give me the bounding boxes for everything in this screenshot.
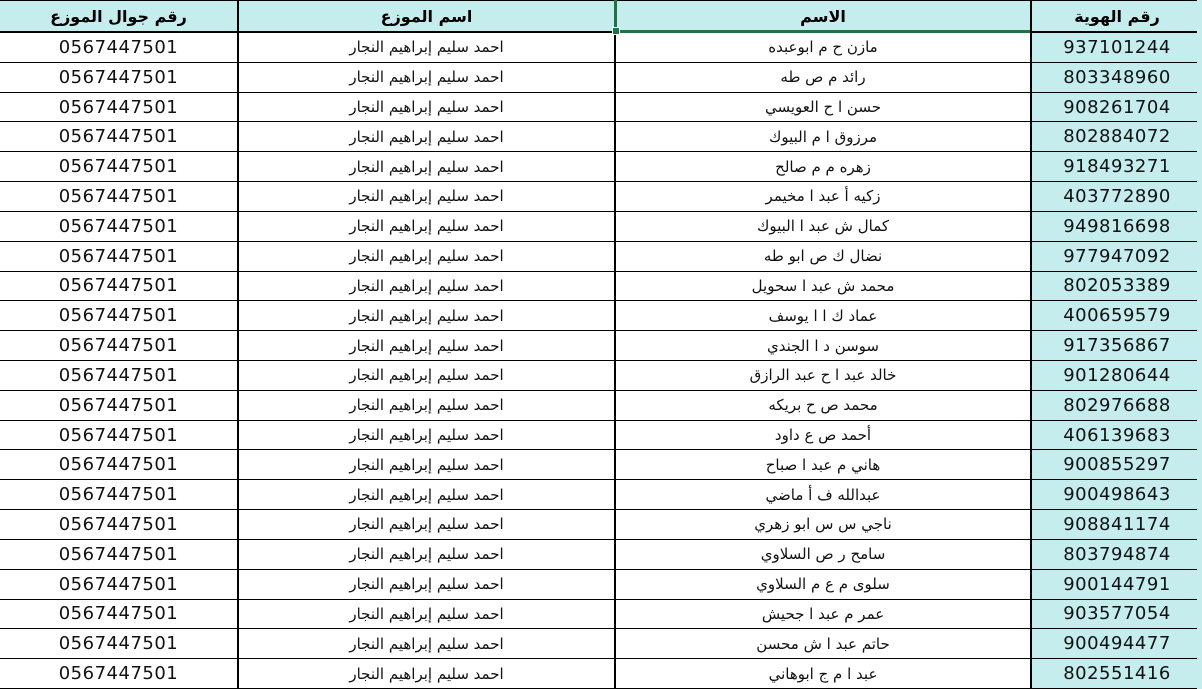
name-cell[interactable]: محمد ص ح بريكه: [614, 391, 1030, 421]
distributor-phone-cell[interactable]: 0567447501: [0, 540, 237, 570]
distributor-phone-cell[interactable]: 0567447501: [0, 33, 237, 63]
distributor-name-cell[interactable]: احمد سليم إبراهيم النجار: [237, 540, 614, 570]
name-cell[interactable]: سوسن د ا الجندي: [614, 331, 1030, 361]
distributor-name-cell[interactable]: احمد سليم إبراهيم النجار: [237, 391, 614, 421]
name-cell[interactable]: عمر م عبد ا جحيش: [614, 600, 1030, 630]
id-column-header[interactable]: رقم الهوية: [1030, 1, 1202, 33]
name-cell[interactable]: حاتم عبد ا ش محسن: [614, 629, 1030, 659]
distributor-phone-cell[interactable]: 0567447501: [0, 361, 237, 391]
id-cell[interactable]: 937101244: [1030, 33, 1202, 63]
id-cell[interactable]: 903577054: [1030, 600, 1202, 630]
distributor-name-cell[interactable]: احمد سليم إبراهيم النجار: [237, 600, 614, 630]
distributor-phone-cell[interactable]: 0567447501: [0, 510, 237, 540]
distributor-phone-cell[interactable]: 0567447501: [0, 450, 237, 480]
name-cell[interactable]: نضال ك ص ابو طه: [614, 242, 1030, 272]
distributor-phone-cell[interactable]: 0567447501: [0, 272, 237, 302]
name-cell[interactable]: عماد ك ا ا يوسف: [614, 301, 1030, 331]
id-cell[interactable]: 403772890: [1030, 182, 1202, 212]
distributor-name-cell[interactable]: احمد سليم إبراهيم النجار: [237, 480, 614, 510]
name-cell[interactable]: خالد عبد ا ح عبد الرازق: [614, 361, 1030, 391]
distributor-name-cell[interactable]: احمد سليم إبراهيم النجار: [237, 570, 614, 600]
distributor-phone-cell[interactable]: 0567447501: [0, 391, 237, 421]
id-cell[interactable]: 918493271: [1030, 152, 1202, 182]
distributor-phone-cell[interactable]: 0567447501: [0, 421, 237, 451]
name-cell[interactable]: عبدالله ف أ ماضي: [614, 480, 1030, 510]
id-cell[interactable]: 802976688: [1030, 391, 1202, 421]
id-cell[interactable]: 803348960: [1030, 63, 1202, 93]
id-cell[interactable]: 803794874: [1030, 540, 1202, 570]
distributor-name-cell[interactable]: احمد سليم إبراهيم النجار: [237, 63, 614, 93]
name-cell[interactable]: زهره م م صالح: [614, 152, 1030, 182]
id-cell[interactable]: 977947092: [1030, 242, 1202, 272]
distributor-name-cell[interactable]: احمد سليم إبراهيم النجار: [237, 421, 614, 451]
distributor-name-cell[interactable]: احمد سليم إبراهيم النجار: [237, 301, 614, 331]
id-cell[interactable]: 900494477: [1030, 629, 1202, 659]
name-cell[interactable]: سلوى م ع م السلاوي: [614, 570, 1030, 600]
name-cell[interactable]: هاني م عبد ا صباح: [614, 450, 1030, 480]
id-cell[interactable]: 802053389: [1030, 272, 1202, 302]
distributor-phone-column-header[interactable]: رقم جوال الموزع: [0, 1, 237, 33]
distributor-phone-cell[interactable]: 0567447501: [0, 659, 237, 689]
id-cell[interactable]: 908841174: [1030, 510, 1202, 540]
name-cell[interactable]: زكيه أ عبد ا مخيمر: [614, 182, 1030, 212]
id-cell[interactable]: 802884072: [1030, 122, 1202, 152]
distributor-phone-cell[interactable]: 0567447501: [0, 629, 237, 659]
distributor-name-cell[interactable]: احمد سليم إبراهيم النجار: [237, 659, 614, 689]
distributor-name-cell[interactable]: احمد سليم إبراهيم النجار: [237, 272, 614, 302]
id-cell[interactable]: 901280644: [1030, 361, 1202, 391]
distributor-phone-cell[interactable]: 0567447501: [0, 600, 237, 630]
name-cell[interactable]: مرزوق ا م البيوك: [614, 122, 1030, 152]
distributor-name-cell[interactable]: احمد سليم إبراهيم النجار: [237, 93, 614, 123]
name-cell[interactable]: عبد ا م ج ابوهاني: [614, 659, 1030, 689]
distributor-name-cell[interactable]: احمد سليم إبراهيم النجار: [237, 182, 614, 212]
distributor-name-cell[interactable]: احمد سليم إبراهيم النجار: [237, 33, 614, 63]
name-cell[interactable]: كمال ش عبد ا البيوك: [614, 212, 1030, 242]
distributor-name-column-header[interactable]: اسم الموزع: [237, 1, 614, 33]
distributor-phone-cell[interactable]: 0567447501: [0, 212, 237, 242]
id-cell[interactable]: 802551416: [1030, 659, 1202, 689]
name-cell[interactable]: رائد م ص طه: [614, 63, 1030, 93]
distributor-phone-cell[interactable]: 0567447501: [0, 242, 237, 272]
distributor-phone-cell[interactable]: 0567447501: [0, 93, 237, 123]
id-cell[interactable]: 917356867: [1030, 331, 1202, 361]
id-cell[interactable]: 900144791: [1030, 570, 1202, 600]
distributor-name-cell[interactable]: احمد سليم إبراهيم النجار: [237, 212, 614, 242]
distributor-name-cell[interactable]: احمد سليم إبراهيم النجار: [237, 331, 614, 361]
distributor-name-cell[interactable]: احمد سليم إبراهيم النجار: [237, 450, 614, 480]
id-cell[interactable]: 900855297: [1030, 450, 1202, 480]
distributor-phone-cell[interactable]: 0567447501: [0, 301, 237, 331]
id-cell[interactable]: 949816698: [1030, 212, 1202, 242]
name-cell[interactable]: سامح ر ص السلاوي: [614, 540, 1030, 570]
name-cell[interactable]: مازن ح م ابوعبده: [614, 33, 1030, 63]
distributor-phone-cell[interactable]: 0567447501: [0, 63, 237, 93]
distributor-phone-cell[interactable]: 0567447501: [0, 182, 237, 212]
id-cell[interactable]: 406139683: [1030, 421, 1202, 451]
distributor-name-cell[interactable]: احمد سليم إبراهيم النجار: [237, 122, 614, 152]
distributor-phone-cell[interactable]: 0567447501: [0, 152, 237, 182]
distributor-phone-cell[interactable]: 0567447501: [0, 331, 237, 361]
id-cell[interactable]: 908261704: [1030, 93, 1202, 123]
distributor-name-cell[interactable]: احمد سليم إبراهيم النجار: [237, 242, 614, 272]
distributor-name-cell[interactable]: احمد سليم إبراهيم النجار: [237, 361, 614, 391]
name-cell[interactable]: ناجي س س ابو زهري: [614, 510, 1030, 540]
name-cell[interactable]: محمد ش عبد ا سحويل: [614, 272, 1030, 302]
distributor-phone-cell[interactable]: 0567447501: [0, 480, 237, 510]
id-cell[interactable]: 900498643: [1030, 480, 1202, 510]
distributor-name-cell[interactable]: احمد سليم إبراهيم النجار: [237, 510, 614, 540]
distributor-name-cell[interactable]: احمد سليم إبراهيم النجار: [237, 152, 614, 182]
right-edge-fill: [1197, 0, 1202, 689]
name-cell[interactable]: أحمد ص ع داود: [614, 421, 1030, 451]
id-cell[interactable]: 400659579: [1030, 301, 1202, 331]
distributor-name-cell[interactable]: احمد سليم إبراهيم النجار: [237, 629, 614, 659]
distributor-phone-cell[interactable]: 0567447501: [0, 570, 237, 600]
distributor-phone-cell[interactable]: 0567447501: [0, 122, 237, 152]
name-cell[interactable]: حسن ا ح العويسي: [614, 93, 1030, 123]
name-column-header[interactable]: الاسم: [614, 1, 1030, 33]
